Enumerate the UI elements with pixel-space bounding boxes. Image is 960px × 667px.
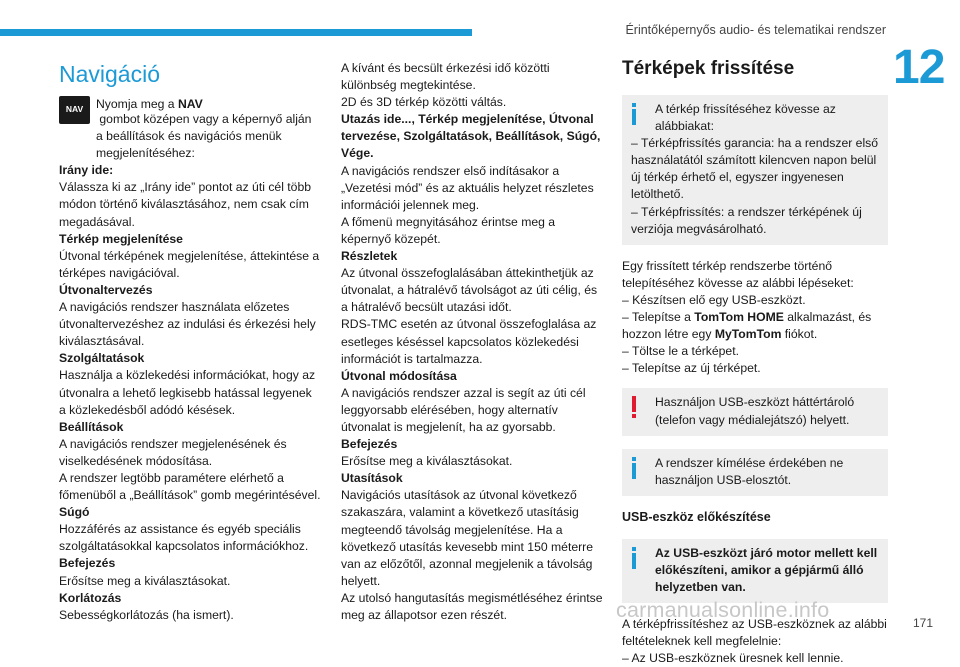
page-number: 171 xyxy=(912,616,933,630)
heading-usb-prep: USB-eszköz előkészítése xyxy=(622,509,771,524)
info-box-engine xyxy=(622,539,888,603)
warning-text-usb: Használjon USB-eszközt háttértároló (telefon vagy médialejátszó) helyett. xyxy=(655,395,855,427)
header-accent-bar xyxy=(0,29,472,36)
section-title-navigation: Navigáció xyxy=(59,61,160,87)
info-icon xyxy=(632,547,636,569)
nav-intro-text-start: Nyomja meg a NAV xyxy=(96,97,203,111)
heading-befejezes-2: Befejezés xyxy=(341,437,398,452)
heading-reszletek: Részletek xyxy=(341,249,398,264)
text-vezetesi-mod: A navigációs rendszer első indításakor a „Vezetési mód” és az aktuális helyzet részletes információi jelennek meg. xyxy=(341,163,594,212)
text-utasitasok-1: Navigációs utasítások az útvonal következő szakaszára, valamint a következő utasításig megteendő távolság megjelenítése. Ha a következő utasítás kevesebb mint 150 méterre van az előzőtől, azonnal megjelenik a távolság helyett. xyxy=(341,488,594,588)
section-title-map-update: Térképek frissítése xyxy=(622,58,795,79)
text-szolgaltatasok: Használja a közlekedési információkat, hogy az útvonalra a lehető legkisebb hatással legyenek a közlekedésből adódó késések. xyxy=(59,368,316,417)
nav-intro-text: gombot középen vagy a képernyő alján a beállítások és navigációs menük megjelenítéséhez: xyxy=(96,112,312,161)
text-irany-ide: Válassza ki az „Irány ide” pontot az úti cél több módon történő kiválasztásához, nem csak cím megadásával. xyxy=(59,180,312,229)
text-erkezesi-ido: A kívánt és becsült érkezési idő közötti különbség megtekintése. xyxy=(341,61,550,93)
heading-utasitasok: Utasítások xyxy=(341,471,403,486)
text-2d-3d: 2D és 3D térkép közötti váltás. xyxy=(341,95,507,110)
list-item-install: – Telepítse az új térképet. xyxy=(622,361,761,376)
heading-korlatozas: Korlátozás xyxy=(59,590,122,605)
text-reszletek-1: Az útvonal összefoglalásában áttekinthetjük az útvonalat, a hátralévő távolságot az úti célig, és a hátralévő becsült utazási időt. xyxy=(341,266,598,315)
heading-befejezes: Befejezés xyxy=(59,556,116,571)
heading-terkep-megjelenitese: Térkép megjelenítése xyxy=(59,231,183,246)
info-text-1: A térkép frissítéséhez kövesse az alábbiakat: xyxy=(655,102,836,134)
watermark: carmanualsonline.info xyxy=(616,598,830,622)
info-icon xyxy=(632,457,636,479)
text-install-steps: Egy frissített térkép rendszerbe történő telepítéséhez kövesse az alábbi lépéseket: xyxy=(622,258,854,290)
heading-szolgaltatasok: Szolgáltatások xyxy=(59,351,145,366)
list-item-tomtom: – Telepítse a TomTom HOME alkalmazást, és hozzon létre egy MyTomTom fiókot. xyxy=(622,310,872,342)
text-befejezes-2: Erősítse meg a kiválasztásokat. xyxy=(341,454,513,469)
list-item-empty-usb: – Az USB-eszköznek üresnek kell lennie. xyxy=(622,651,844,666)
column-navigation xyxy=(59,60,321,624)
text-utvonal-modositasa: A navigációs rendszer azzal is segít az úti cél leggyorsabb elérésében, hogy alternatív útvonalat is megjelenít, ha az gyorsabb. xyxy=(341,385,586,434)
chapter-number: 12 xyxy=(893,41,945,94)
heading-menu-items: Utazás ide..., Térkép megjelenítése, Útvonal tervezése, Szolgáltatások, Beállítások, Súgó, Vége. xyxy=(341,112,601,161)
info-box-hub xyxy=(622,449,888,496)
column-map-update xyxy=(622,58,888,667)
warning-icon xyxy=(632,396,636,418)
text-beallitasok-2: A rendszer legtöbb paramétere elérhető a főmenüből a „Beállítások” gomb megérintésével. xyxy=(59,470,321,503)
heading-sugo: Súgó xyxy=(59,505,90,520)
warning-box-usb xyxy=(622,388,888,435)
info-text-purchase: – Térképfrissítés: a rendszer térképének új verziója megvásárolható. xyxy=(631,204,862,236)
heading-beallitasok: Beállítások xyxy=(59,419,124,434)
text-usb-requirements: A térképfrissítéshez az USB-eszköznek az alábbi feltételeknek kell megfelelnie: xyxy=(622,617,887,649)
list-item-usb: – Készítsen elő egy USB-eszközt. xyxy=(622,292,806,307)
text-beallitasok-1: A navigációs rendszer megjelenésének és viselkedésének módosítása. xyxy=(59,436,287,468)
text-reszletek-2: RDS-TMC esetén az útvonal összefoglalása az esetleges késéssel kapcsolatos közlekedési információt is tartalmazza. xyxy=(341,317,597,366)
list-item-download: – Töltse le a térképet. xyxy=(622,344,739,359)
text-utasitasok-2: Az utolsó hangutasítás megismétléséhez érintse meg az állapotsor ezen részét. xyxy=(341,590,603,622)
heading-irany-ide: Irány ide: xyxy=(59,163,114,178)
heading-utvonaltervezes: Útvonaltervezés xyxy=(59,282,153,297)
text-sugo: Hozzáférés az assistance és egyéb speciális szolgáltatásokkal kapcsolatos információkhoz. xyxy=(59,522,309,554)
info-text-guarantee: – Térképfrissítés garancia: ha a rendszer első használatától számított kilencven napon belül új térkép érhető el, egyszer ingyenesen letölthető. xyxy=(631,136,879,202)
info-icon xyxy=(632,103,636,125)
nav-button-icon: NAV xyxy=(59,96,90,124)
info-text-engine: Az USB-eszközt járó motor mellett kell előkészíteni, amikor a gépjármű álló helyzetben van. xyxy=(655,545,878,595)
page-header-title: Érintőképernyős audio- és telematikai rendszer xyxy=(625,23,886,37)
column-navigation-continued xyxy=(341,60,603,624)
text-terkep-megjelenitese: Útvonal térképének megjelenítése, áttekintése a térképes navigációval. xyxy=(59,248,320,280)
text-befejezes: Erősítse meg a kiválasztásokat. xyxy=(59,573,231,588)
info-box-map-update xyxy=(622,95,888,245)
heading-utvonal-modositasa: Útvonal módosítása xyxy=(341,368,457,383)
text-fomenu: A főmenü megnyitásához érintse meg a képernyő közepét. xyxy=(341,214,556,246)
info-text-hub: A rendszer kímélése érdekében ne használjon USB-elosztót. xyxy=(655,455,844,487)
text-utvonaltervezes: A navigációs rendszer használata előzetes útvonaltervezéshez az indulási és érkezési hely kiválasztásával. xyxy=(59,300,316,349)
text-korlatozas: Sebességkorlátozás (ha ismert). xyxy=(59,607,234,622)
